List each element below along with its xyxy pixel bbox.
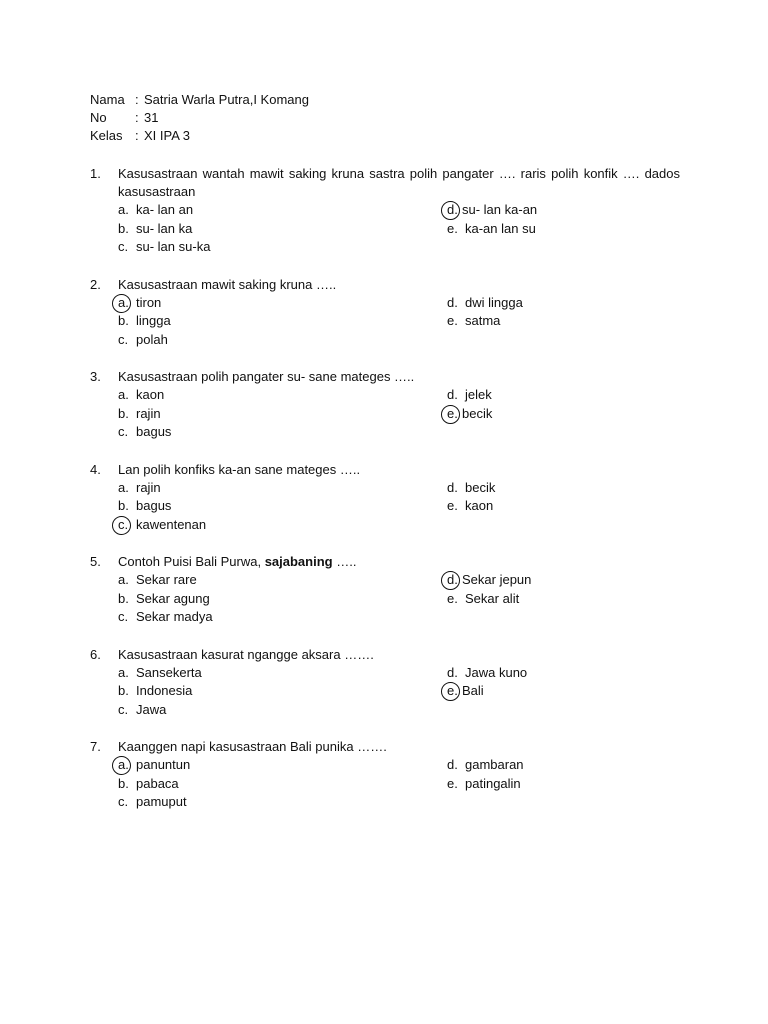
answer-option	[118, 386, 447, 405]
option-letter: e.	[447, 313, 458, 328]
question-text-part: Contoh Puisi Bali Purwa,	[118, 554, 265, 569]
answer-option	[447, 664, 647, 683]
option-letter: a.	[118, 387, 129, 402]
option-letter-circled: e.	[447, 405, 462, 424]
option-letter: a.	[118, 479, 129, 495]
question-item	[90, 646, 680, 720]
answer-option	[118, 331, 447, 350]
header-row-number	[90, 109, 309, 127]
option-letter: b.	[118, 220, 129, 236]
question-text-part: Lan polih konfiks ka-an sane mateges …..	[118, 461, 361, 477]
answer-options	[118, 201, 680, 257]
option-letter-circled: a.	[118, 756, 136, 775]
option-letter: e.	[447, 590, 458, 606]
option-letter: d.	[447, 757, 458, 772]
option-letter: d.	[447, 664, 458, 680]
option-text: kaon	[465, 498, 494, 513]
question-number: 4.	[90, 461, 101, 477]
header-row-name	[90, 91, 309, 109]
answer-option	[447, 756, 647, 775]
answer-options	[118, 571, 680, 627]
option-text: Sansekerta	[136, 664, 202, 680]
option-letter: c.	[118, 794, 129, 809]
answer-option	[118, 590, 447, 609]
answer-option	[118, 793, 447, 812]
option-letter: a.	[118, 202, 129, 217]
option-text: bagus	[136, 498, 172, 513]
option-text: patingalin	[465, 775, 521, 791]
answer-options	[118, 386, 680, 442]
option-letter: d.	[447, 479, 458, 495]
option-letter: b.	[118, 498, 129, 513]
answer-option	[447, 220, 647, 239]
option-text: ka-an lan su	[465, 220, 536, 236]
header-value: Satria Warla Putra,I Komang	[144, 92, 309, 107]
question-text	[118, 553, 680, 571]
option-letter: c.	[118, 331, 129, 347]
answer-option	[118, 682, 447, 701]
option-text: dwi lingga	[465, 294, 523, 310]
answer-option	[447, 312, 647, 331]
option-text: Bali	[462, 683, 484, 698]
option-text: Sekar jepun	[462, 572, 532, 587]
option-text: gambaran	[465, 757, 524, 772]
option-text: su- lan su-ka	[136, 239, 211, 254]
option-text: polah	[136, 331, 168, 347]
answer-option-selected	[447, 201, 647, 220]
option-text: bagus	[136, 424, 172, 439]
question-line	[90, 738, 680, 756]
option-letter: b.	[118, 683, 129, 698]
answer-option	[118, 238, 447, 257]
answer-option	[447, 479, 647, 498]
option-text: panuntun	[136, 757, 191, 772]
option-letter: c.	[118, 609, 129, 624]
question-item	[90, 553, 680, 627]
question-number: 7.	[90, 739, 101, 754]
option-text: pamuput	[136, 794, 187, 809]
question-text	[118, 165, 680, 201]
option-letter-circled: d.	[447, 201, 462, 220]
answer-option	[118, 775, 447, 794]
answer-option	[118, 405, 447, 424]
option-text: Jawa	[136, 701, 167, 717]
option-text: ka- lan an	[136, 202, 194, 217]
question-text-part: Kasusastraan mawit saking kruna …..	[118, 276, 337, 292]
question-item	[90, 368, 680, 442]
header-value: XI IPA 3	[144, 128, 191, 143]
question-item	[90, 461, 680, 535]
answer-option	[118, 497, 447, 516]
answer-option	[447, 590, 647, 609]
question-list	[90, 165, 680, 831]
question-text	[118, 646, 680, 664]
option-text: tiron	[136, 294, 162, 310]
answer-options	[118, 664, 680, 720]
option-letter-circled: a.	[118, 294, 136, 313]
option-text: Indonesia	[136, 683, 193, 698]
question-line	[90, 553, 680, 571]
answer-option	[118, 571, 447, 590]
option-letter: b.	[118, 313, 129, 328]
answer-option	[118, 701, 447, 720]
option-text: pabaca	[136, 775, 179, 791]
option-text: su- lan ka-an	[462, 202, 538, 217]
option-letter: a.	[118, 664, 129, 680]
option-text: kaon	[136, 387, 165, 402]
question-line	[90, 461, 680, 479]
option-text: jelek	[465, 387, 492, 402]
answer-option	[447, 497, 647, 516]
option-text: Jawa kuno	[465, 664, 528, 680]
option-text: su- lan ka	[136, 220, 193, 236]
option-text: Sekar alit	[465, 590, 520, 606]
option-text: lingga	[136, 313, 171, 328]
option-letter: b.	[118, 775, 129, 791]
option-letter-circled: e.	[447, 682, 462, 701]
answer-option-selected	[447, 571, 647, 590]
student-header	[90, 91, 309, 145]
question-number: 2.	[90, 276, 101, 292]
answer-option-selected	[447, 405, 647, 424]
question-item	[90, 276, 680, 350]
option-letter-circled: d.	[447, 571, 462, 590]
question-text-part: Kasusastraan kasurat ngangge aksara …….	[118, 646, 374, 662]
answer-option-selected	[118, 756, 447, 775]
answer-option	[118, 664, 447, 683]
answer-options	[118, 294, 680, 350]
header-label: Kelas	[90, 128, 123, 143]
header-colon: :	[135, 128, 139, 143]
answer-options	[118, 479, 680, 535]
question-text-emphasis: sajabaning	[264, 554, 333, 569]
answer-option-selected	[118, 294, 447, 313]
answer-option	[118, 312, 447, 331]
question-text	[118, 368, 680, 386]
question-line	[90, 646, 680, 664]
question-number: 5.	[90, 554, 101, 569]
option-letter: e.	[447, 775, 458, 791]
question-number: 6.	[90, 646, 101, 662]
header-row-class	[90, 127, 309, 145]
question-item	[90, 165, 680, 257]
option-text: rajin	[136, 405, 161, 421]
question-text-part: Kasusastraan wantah mawit saking kruna sastra polih pangater …. raris polih konfik …. dados kasusastraan	[118, 166, 680, 199]
question-line	[90, 276, 680, 294]
question-line	[90, 368, 680, 386]
answer-option	[118, 220, 447, 239]
option-letter: e.	[447, 220, 458, 236]
question-text-part: …..	[332, 554, 357, 569]
option-letter: c.	[118, 424, 129, 439]
header-colon: :	[135, 92, 139, 107]
header-label: No	[90, 110, 107, 125]
header-label: Nama	[90, 92, 125, 107]
question-number: 3.	[90, 369, 101, 384]
answer-option	[447, 294, 647, 313]
question-text	[118, 461, 680, 479]
question-line	[90, 165, 680, 201]
option-letter: e.	[447, 498, 458, 513]
answer-option	[118, 479, 447, 498]
option-letter: c.	[118, 701, 129, 717]
answer-option	[118, 201, 447, 220]
option-letter: c.	[118, 239, 129, 254]
option-letter: b.	[118, 405, 129, 421]
option-text: Sekar madya	[136, 609, 213, 624]
answer-option	[118, 608, 447, 627]
question-text	[118, 738, 680, 756]
option-letter: d.	[447, 294, 458, 310]
answer-option	[118, 423, 447, 442]
option-text: becik	[462, 405, 493, 421]
answer-option-selected	[118, 516, 447, 535]
option-text: becik	[465, 479, 496, 495]
header-colon: :	[135, 110, 139, 125]
option-text: kawentenan	[136, 516, 207, 532]
option-text: rajin	[136, 479, 161, 495]
option-letter: a.	[118, 572, 129, 587]
option-text: Sekar rare	[136, 572, 197, 587]
option-text: Sekar agung	[136, 590, 210, 606]
option-letter: b.	[118, 590, 129, 606]
option-letter: d.	[447, 387, 458, 402]
answer-option-selected	[447, 682, 647, 701]
answer-option	[447, 386, 647, 405]
option-letter-circled: c.	[118, 516, 136, 535]
answer-options	[118, 756, 680, 812]
answer-option	[447, 775, 647, 794]
question-number: 1.	[90, 166, 101, 181]
question-text	[118, 276, 680, 294]
option-text: satma	[465, 313, 501, 328]
question-text-part: Kasusastraan polih pangater su- sane mateges …..	[118, 369, 415, 384]
question-item	[90, 738, 680, 812]
header-value: 31	[144, 110, 159, 125]
question-text-part: Kaanggen napi kasusastraan Bali punika …….	[118, 739, 387, 754]
